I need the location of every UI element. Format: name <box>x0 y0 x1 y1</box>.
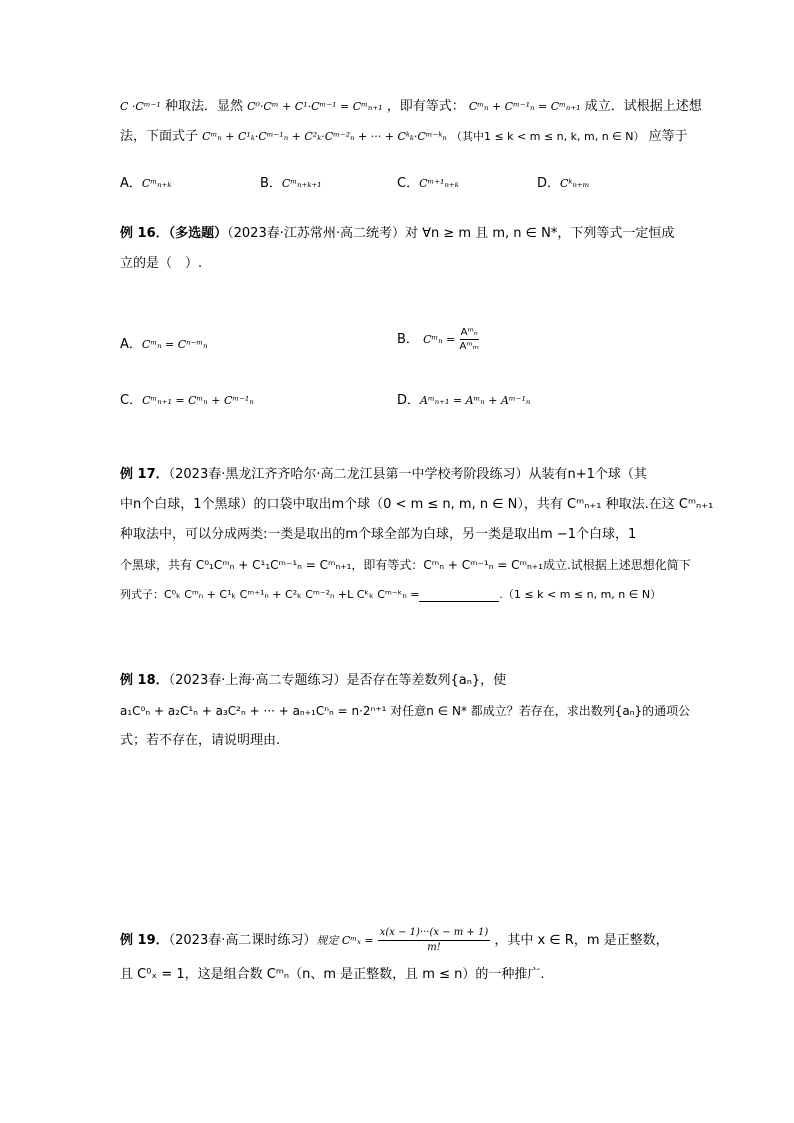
example-17: 例 17．（2023春·黑龙江齐齐哈尔·高二龙江县第一中学校考阶段练习）从装有n+1个球（其 中n个白球，1个黑球）的口袋中取出m个球（0 < m ≤ n, m, n ∈ N），共有 Cᵐₙ₊₁ 种取法.在这 Cᵐₙ₊₁ 种取法中，可以分成两类:一类是取出的m个球全部为白球，另一类是取出m −1个白球，1 个黑球，共有 C⁰₁Cᵐₙ + C¹₁Cᵐ⁻¹ₙ = Cᵐₙ₊₁，即有等式：Cᵐₙ + Cᵐ⁻¹ₙ = Cᵐₙ₊₁成立.试根据上述思想化简下 列式子：C⁰ₖ Cᵐₙ + C¹ₖ Cᵐ⁺¹ₙ + C²ₖ Cᵐ⁻²ₙ +L Cᵏₖ Cᵐ⁻ᵏₙ = .（1 ≤ k < m ≤ n, m, n ∈ N） <box>120 467 714 601</box>
ex16-line-2: 立的是（ ）. <box>120 256 203 271</box>
ex16-option-b[interactable]: B． Cᵐₙ = Aᵐₙ Aᵐₘ <box>397 327 479 352</box>
ex16-option-d[interactable]: D．Aᵐₙ₊₁ = Aᵐₙ + Aᵐ⁻¹ₙ <box>397 393 531 408</box>
top-line-1: C ·Cᵐ⁻¹ 种取法．显然 C⁰·Cᵐ + C¹·Cᵐ⁻¹ = Cᵐₙ₊₁ ，即有等式： Cᵐₙ + Cᵐ⁻¹ₙ = Cᵐₙ₊₁ 成立．试根据上述想 <box>120 99 702 114</box>
example-16 <box>120 219 676 279</box>
fraction: $\frac{x(x - 1)\cdot\cdot\cdot(x - m + 1)}{m!}$ <box>379 927 489 953</box>
top-fragment <box>120 92 702 152</box>
option-b[interactable]: B．Cᵐₙ₊ₖ₊₁ <box>260 176 322 191</box>
top-line-2: 法，下面式子 Cᵐₙ + C¹ₖ·Cᵐ⁻¹ₙ + C²ₖ·Cᵐ⁻²ₙ + ··· + Cᵏₖ·Cᵐ⁻ᵏₙ （其中1 ≤ k < m ≤ n, k, m, n ∈ N） 应等于 <box>120 129 688 144</box>
option-c[interactable]: C．Cᵐ⁺¹ₙ₊ₖ <box>397 176 459 191</box>
example-19: 例 19．（2023春·高二课时练习）规定 Cᵐₓ = $\frac{x(x - 1)\cdot\cdot\cdot(x - m + 1)}{m!}$ ，其中 x ∈ R，m 是正整数， 且 C⁰ₓ = 1，这是组合数 Cᵐₙ（n、m 是正整数，且 m ≤ n）的一种推广. <box>120 927 669 982</box>
ex16-line-1: 例 16．（多选题）（2023春·江苏常州·高二统考）对 ∀n ≥ m 且 m, n ∈ N*，下列等式一定恒成 <box>120 226 675 241</box>
example-18: 例 18．（2023春·上海·高二专题练习）是否存在等差数列{aₙ}，使 a₁C⁰ₙ + a₂C¹ₙ + a₃C²ₙ + ··· + aₙ₊₁Cⁿₙ = n·2ⁿ⁺¹ 对任意n ∈ N* 都成立？若存在，求出数列{aₙ}的通项公 式；若不存在，请说明理由. <box>120 673 691 748</box>
option-d[interactable]: D．Cᵏₙ₊ₘ <box>537 176 590 191</box>
ex16-option-c[interactable]: C．Cᵐₙ₊₁ = Cᵐₙ + Cᵐ⁻¹ₙ <box>120 393 254 408</box>
fraction: Aᵐₙ Aᵐₘ <box>459 327 479 352</box>
answer-blank[interactable] <box>419 587 499 602</box>
ex16-option-a[interactable]: A．Cᵐₙ = Cⁿ⁻ᵐₙ <box>120 337 208 352</box>
option-a[interactable]: A．Cᵐₙ₊ₖ <box>120 176 172 191</box>
